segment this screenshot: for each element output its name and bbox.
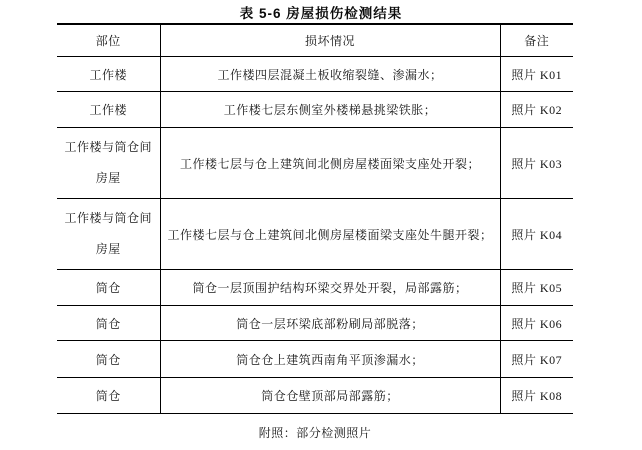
part-cell (57, 128, 160, 199)
note-cell: 照片 K06 (500, 306, 573, 341)
damage-cell: 筒仓一层环梁底部粉刷局部脱落； (160, 306, 500, 341)
table-row (57, 92, 573, 128)
header-note: 备注 (500, 24, 573, 57)
table-header-row (57, 24, 573, 57)
note-cell: 照片 K07 (500, 341, 573, 378)
damage-cell: 筒仓仓上建筑西南角平顶渗漏水； (160, 341, 500, 378)
note-cell: 照片 K05 (500, 270, 573, 306)
note-cell: 照片 K01 (500, 57, 573, 92)
part-cell: 筒仓 (57, 270, 160, 306)
table-row (57, 378, 573, 414)
part-cell: 筒仓 (57, 378, 160, 414)
table-footer-row (57, 414, 573, 450)
damage-cell: 工作楼七层与仓上建筑间北侧房屋楼面梁支座处开裂； (160, 128, 500, 199)
header-damage: 损坏情况 (160, 24, 500, 57)
note-cell: 照片 K03 (500, 128, 573, 199)
table-row (57, 306, 573, 341)
damage-cell: 筒仓仓壁顶部局部露筋； (160, 378, 500, 414)
part-cell: 筒仓 (57, 341, 160, 378)
part-line: 房屋 (95, 242, 121, 256)
damage-cell: 工作楼四层混凝土板收缩裂缝、渗漏水； (160, 57, 500, 92)
note-cell: 照片 K08 (500, 378, 573, 414)
part-cell: 工作楼 (57, 57, 160, 92)
table-row (57, 270, 573, 306)
part-line: 房屋 (95, 171, 121, 185)
note-cell: 照片 K04 (500, 199, 573, 270)
note-cell: 照片 K02 (500, 92, 573, 128)
damage-cell: 筒仓一层顶围护结构环梁交界处开裂，局部露筋； (160, 270, 500, 306)
part-cell: 工作楼 (57, 92, 160, 128)
damage-results-table (57, 23, 573, 450)
part-cell (57, 199, 160, 270)
table-row (57, 57, 573, 92)
table-row (57, 341, 573, 378)
damage-cell: 工作楼七层东侧室外楼梯悬挑梁铁胀； (160, 92, 500, 128)
part-cell: 筒仓 (57, 306, 160, 341)
part-line: 工作楼与筒仓间 (64, 211, 152, 225)
header-part: 部位 (57, 24, 160, 57)
footer-note: 附照：部分检测照片 (258, 425, 372, 440)
damage-cell: 工作楼七层与仓上建筑间北侧房屋楼面梁支座处牛腿开裂； (160, 199, 500, 270)
part-line: 工作楼与筒仓间 (64, 140, 152, 154)
table-title: 表 5-6 房屋损伤检测结果 (239, 6, 403, 21)
table-row (57, 199, 573, 270)
table-row (57, 128, 573, 199)
